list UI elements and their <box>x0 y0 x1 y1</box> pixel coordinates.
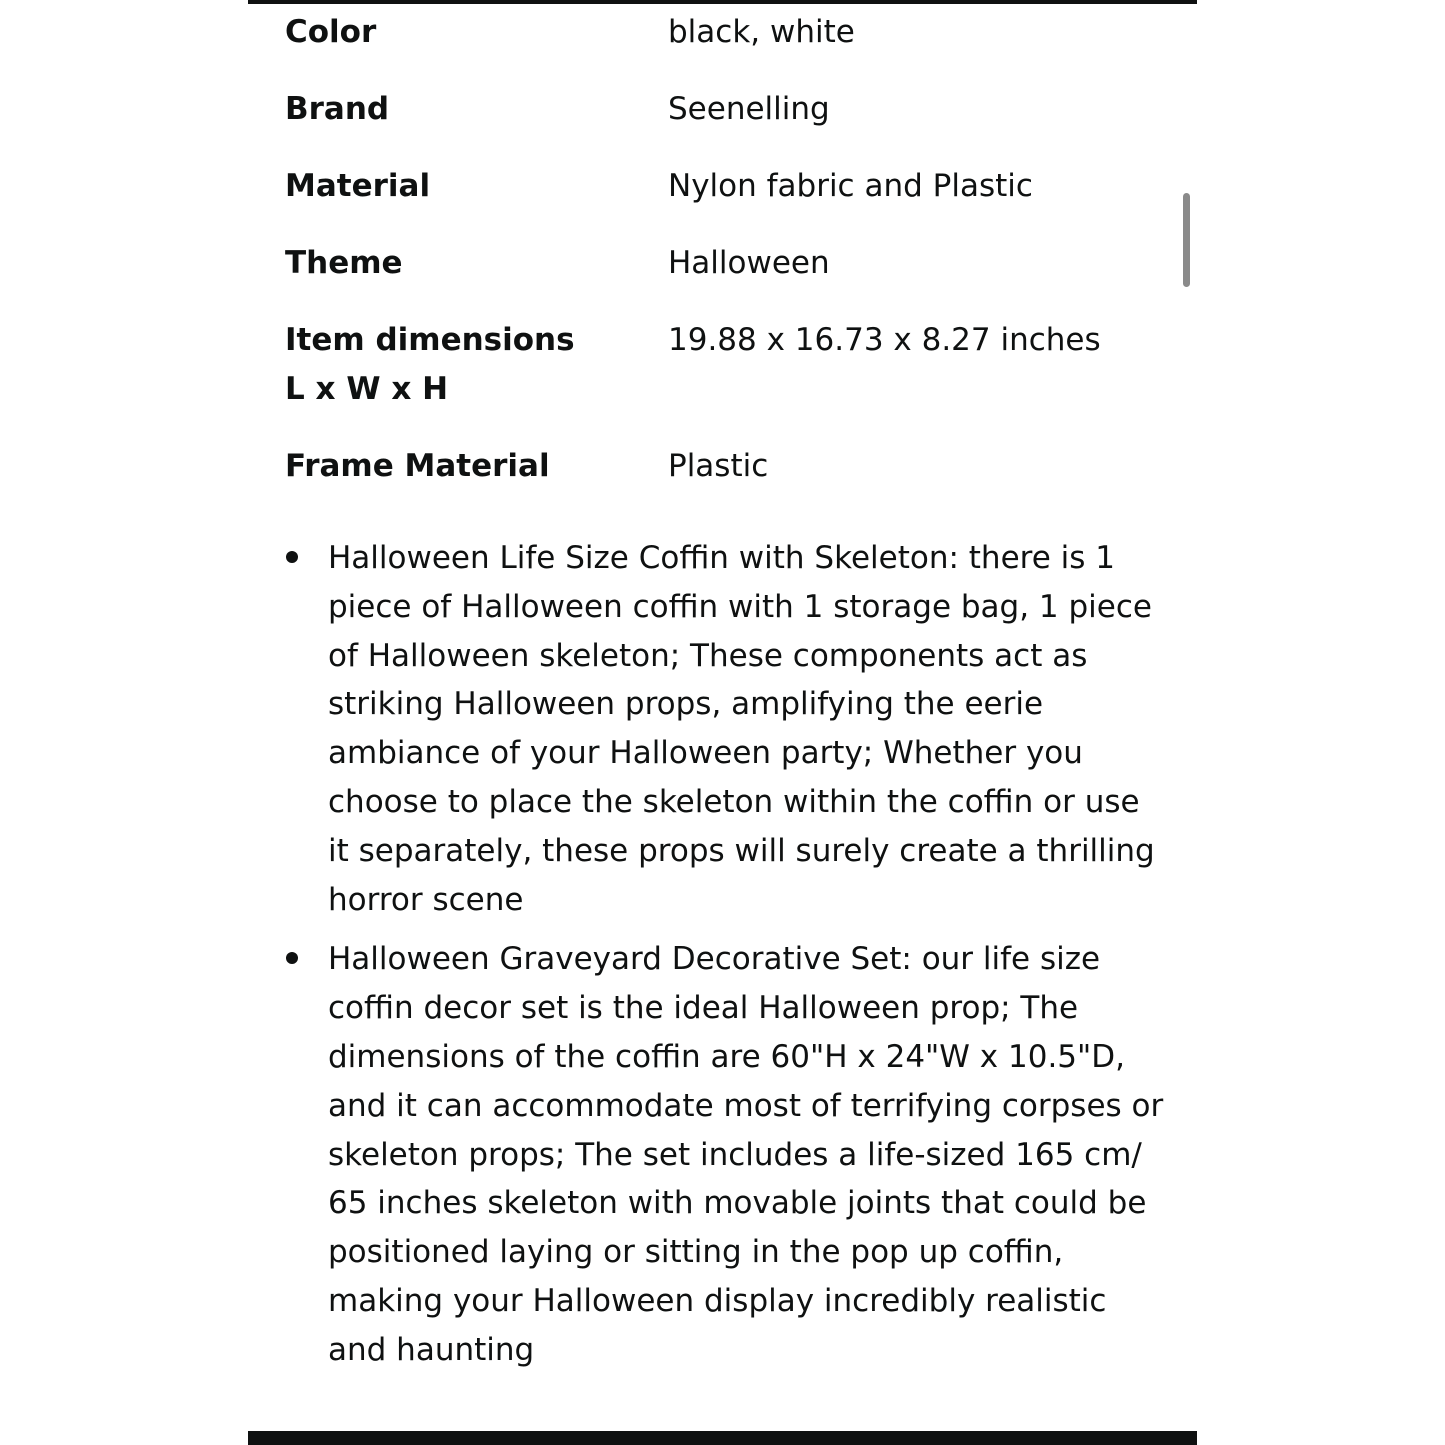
list-item <box>285 534 1165 924</box>
spec-label: Theme <box>285 245 403 281</box>
spec-value: black, white <box>668 14 855 50</box>
spec-row-item-dimensions <box>285 316 1145 414</box>
spec-value: Plastic <box>668 448 769 484</box>
list-item <box>285 935 1165 1374</box>
bullet-text: Halloween Graveyard Decorative Set: our life size coffin decor set is the ideal Halloween prop; The dimensions of the coffin are 60"H x 24"W x 10.5"D, and it can accommodate most of terrifying corpses or skeleton props; The set includes a life-sized 165 cm/ 65 inches skeleton with movable joints that could be positioned laying or sitting in the pop up coffin, making your Halloween display incredibly realistic and haunting <box>328 941 1164 1368</box>
spec-label: Frame Material <box>285 448 550 484</box>
top-border <box>248 0 1197 4</box>
spec-value: Halloween <box>668 245 830 281</box>
spec-row-material <box>285 162 1145 211</box>
spec-label: Color <box>285 14 377 50</box>
product-details-screen <box>248 0 1197 1445</box>
product-specs-table <box>285 8 1145 519</box>
bullet-icon <box>286 952 298 964</box>
spec-label: Brand <box>285 91 390 127</box>
scrollbar-thumb[interactable] <box>1183 193 1190 287</box>
spec-value: 19.88 x 16.73 x 8.27 inches <box>668 322 1101 358</box>
spec-label: Item dimensions L x W x H <box>285 322 575 407</box>
bullet-icon <box>286 551 298 563</box>
bottom-border <box>248 1431 1197 1445</box>
spec-value: Seenelling <box>668 91 830 127</box>
feature-bullet-list <box>285 534 1165 1386</box>
bullet-text: Halloween Life Size Coffin with Skeleton: there is 1 piece of Halloween coffin with 1 storage bag, 1 piece of Halloween skeleton; These components act as striking Halloween props, amplifying the eerie ambiance of your Halloween party; Whether you choose to place the skeleton within the coffin or use it separately, these props will surely create a thrilling horror scene <box>328 540 1155 918</box>
spec-row-brand <box>285 85 1145 134</box>
spec-value: Nylon fabric and Plastic <box>668 168 1033 204</box>
spec-row-color <box>285 8 1145 57</box>
spec-row-theme <box>285 239 1145 288</box>
spec-label: Material <box>285 168 431 204</box>
spec-row-frame-material <box>285 442 1145 491</box>
